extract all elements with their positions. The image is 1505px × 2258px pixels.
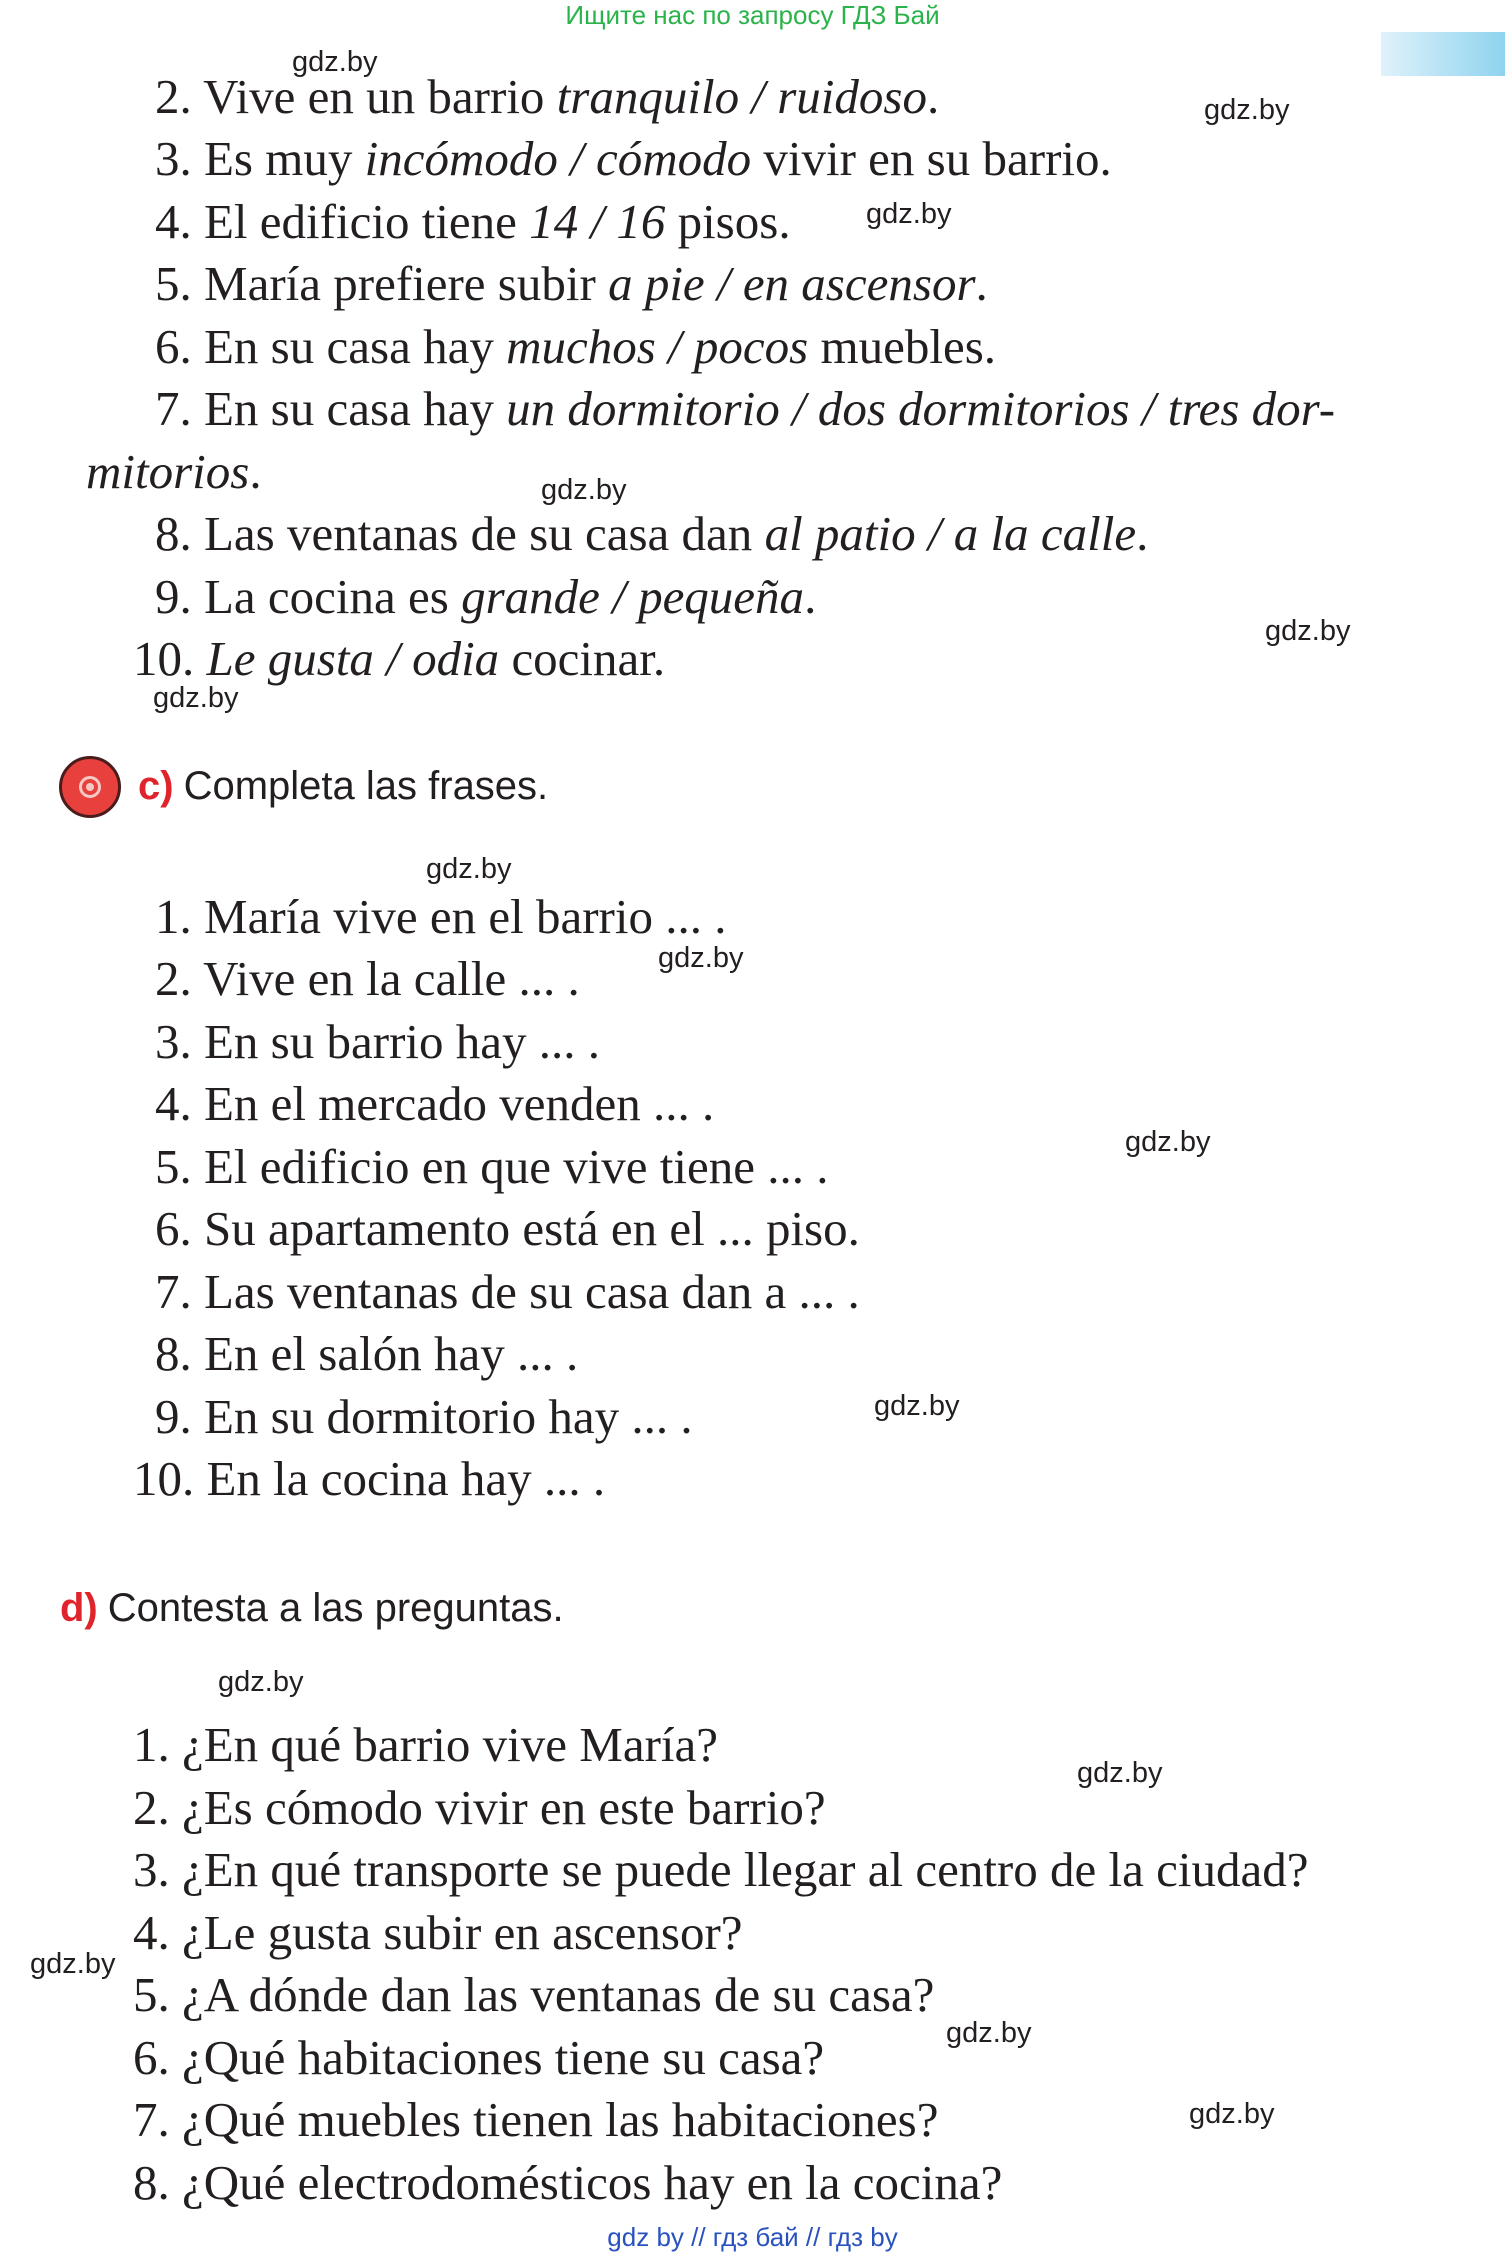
footer-links[interactable]: gdz by // гдз бай // гдз by	[607, 2222, 898, 2252]
list-item: 7. ¿Qué muebles tienen las habitaciones?	[133, 2092, 939, 2147]
watermark: gdz.by	[30, 1948, 116, 1980]
list-item: 7. En su casa hay un dormitorio / dos dormitorios / tres dor-	[155, 381, 1336, 436]
list-item: 4. ¿Le gusta subir en ascensor?	[133, 1905, 743, 1960]
audio-disc-icon[interactable]	[59, 756, 121, 818]
list-item: 9. La cocina es grande / pequeña.	[155, 569, 817, 624]
list-item: 10. Le gusta / odia cocinar.	[133, 631, 666, 686]
section-d-heading: d) Contesta a las preguntas.	[60, 1586, 564, 1630]
watermark: gdz.by	[866, 198, 952, 230]
list-item: 4. En el mercado venden ... .	[155, 1076, 715, 1131]
watermark: gdz.by	[874, 1390, 960, 1422]
list-item: 3. Es muy incómodo / cómodo vivir en su barrio.	[155, 131, 1112, 186]
watermark: gdz.by	[658, 942, 744, 974]
list-item: 6. Su apartamento está en el ... piso.	[155, 1201, 860, 1256]
watermark: gdz.by	[1125, 1126, 1211, 1158]
list-item: 9. En su dormitorio hay ... .	[155, 1389, 693, 1444]
watermark: gdz.by	[541, 474, 627, 506]
watermark: gdz.by	[292, 46, 378, 78]
watermark: gdz.by	[1189, 2098, 1275, 2130]
search-note[interactable]: Ищите нас по запросу ГДЗ Бай	[565, 0, 940, 30]
list-item: 7. Las ventanas de su casa dan a ... .	[155, 1264, 860, 1319]
list-item: 10. En la cocina hay ... .	[133, 1451, 606, 1506]
list-item: 3. ¿En qué transporte se puede llegar al centro de la ciudad?	[133, 1842, 1309, 1897]
page-corner-tab	[1381, 32, 1505, 76]
watermark: gdz.by	[1077, 1757, 1163, 1789]
watermark: gdz.by	[1265, 615, 1351, 647]
list-item: 2. Vive en un barrio tranquilo / ruidoso.	[155, 69, 940, 124]
list-item: 5. María prefiere subir a pie / en ascensor.	[155, 256, 988, 311]
list-item: 6. En su casa hay muchos / pocos muebles.	[155, 319, 997, 374]
list-item: 8. En el salón hay ... .	[155, 1326, 579, 1381]
list-item: 1. María vive en el barrio ... .	[155, 889, 727, 944]
list-item: 1. ¿En qué barrio vive María?	[133, 1717, 719, 1772]
watermark: gdz.by	[426, 853, 512, 885]
list-item: 2. Vive en la calle ... .	[155, 951, 580, 1006]
list-item: 6. ¿Qué habitaciones tiene su casa?	[133, 2030, 825, 2085]
list-item: 8. Las ventanas de su casa dan al patio / a la calle.	[155, 506, 1149, 561]
list-item: 5. ¿A dónde dan las ventanas de su casa?	[133, 1967, 935, 2022]
list-item: 4. El edificio tiene 14 / 16 pisos.	[155, 194, 791, 249]
watermark: gdz.by	[946, 2017, 1032, 2049]
list-item-continuation: mitorios.	[86, 444, 262, 499]
list-item: 3. En su barrio hay ... .	[155, 1014, 600, 1069]
list-item: 5. El edificio en que vive tiene ... .	[155, 1139, 829, 1194]
watermark: gdz.by	[153, 682, 239, 714]
watermark: gdz.by	[1204, 94, 1290, 126]
section-c-heading: c) Completa las frases.	[138, 764, 549, 808]
list-item: 8. ¿Qué electrodomésticos hay en la cocina?	[133, 2155, 1003, 2210]
watermark: gdz.by	[218, 1666, 304, 1698]
list-item: 2. ¿Es cómodo vivir en este barrio?	[133, 1780, 826, 1835]
